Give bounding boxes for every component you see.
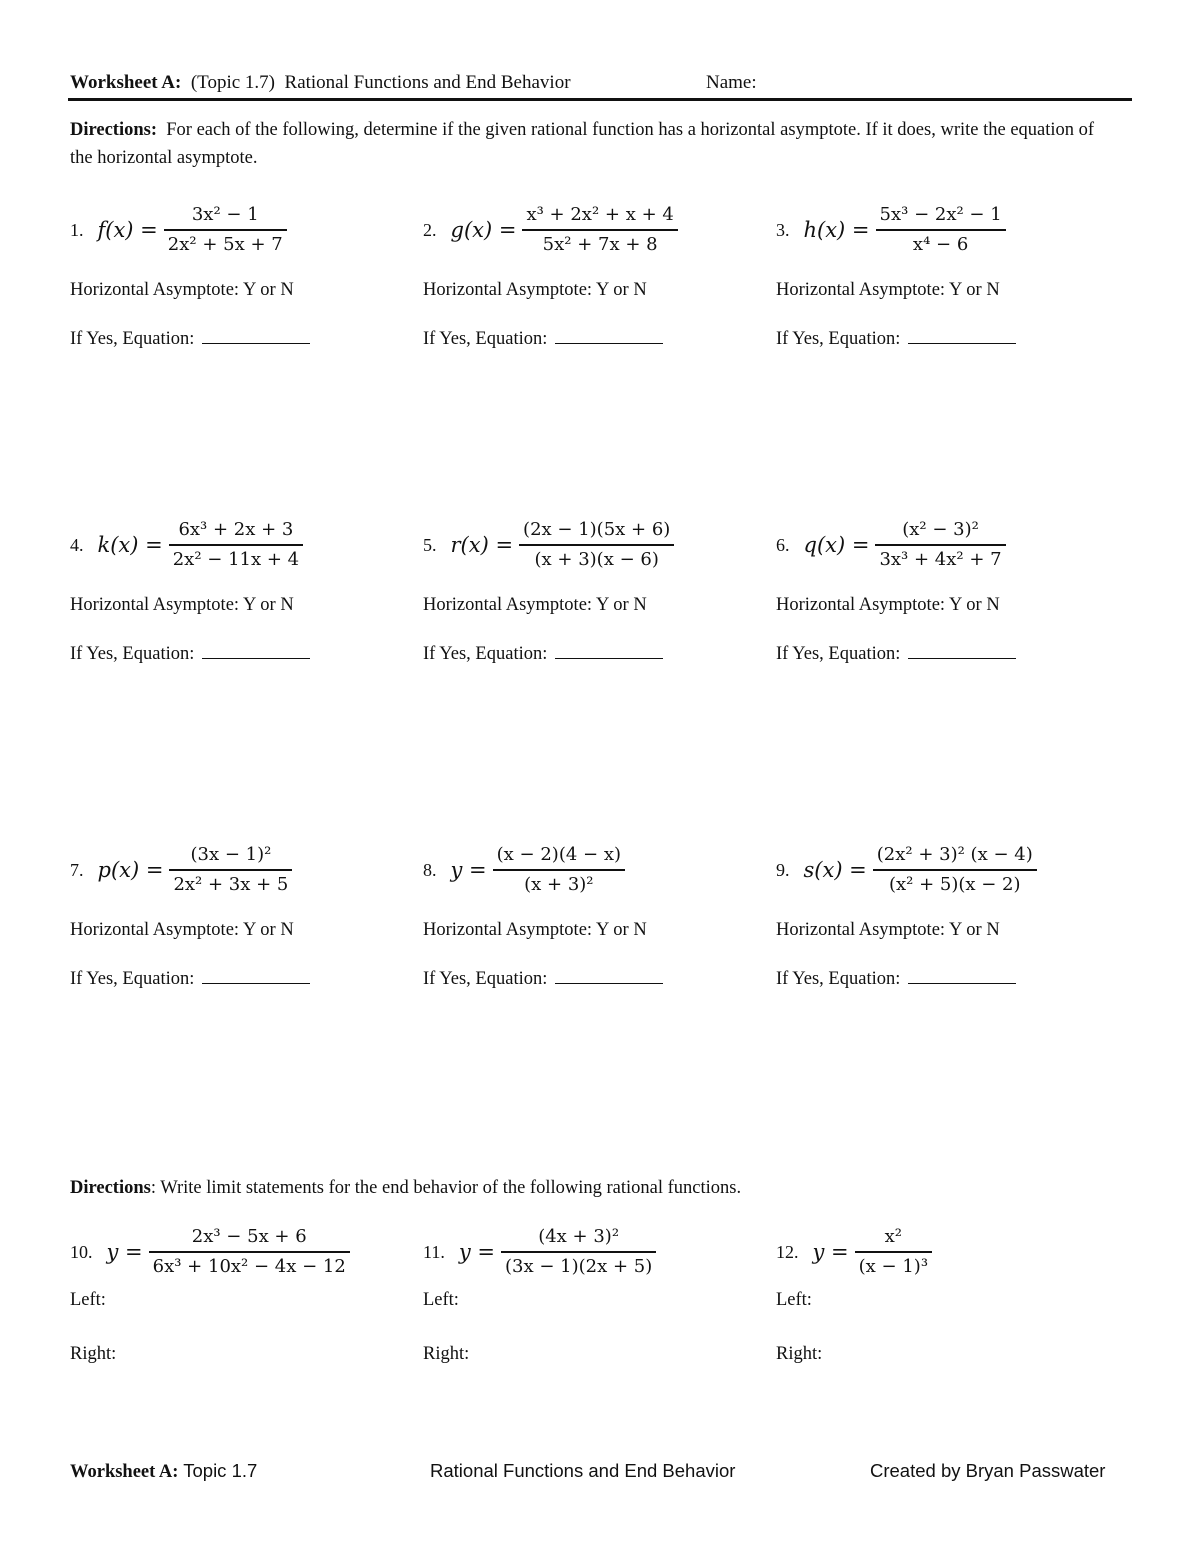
left-limit-label: Left:	[70, 1290, 106, 1310]
footer-left	[70, 1460, 257, 1483]
denominator: 2x² − 11x + 4	[172, 548, 300, 570]
equation-label: If Yes, Equation:	[423, 644, 548, 664]
equation-line	[423, 644, 663, 665]
problem	[70, 840, 292, 900]
numerator: x³ + 2x² + x + 4	[526, 204, 674, 226]
denominator: 6x³ + 10x² − 4x − 12	[152, 1255, 346, 1277]
problem-number: 8.	[423, 859, 437, 880]
right-limit-label: Right:	[423, 1344, 470, 1364]
numerator: (2x² + 3)² (x − 4)	[876, 844, 1033, 866]
equation-answer-blank[interactable]	[202, 657, 310, 659]
worksheet-header	[70, 72, 571, 94]
equation-answer-blank[interactable]	[555, 342, 663, 344]
fraction	[875, 518, 1005, 572]
right-limit-label: Right:	[70, 1344, 117, 1364]
horizontal-asymptote-choice[interactable]: Horizontal Asymptote: Y or N	[423, 920, 647, 940]
fraction	[169, 843, 292, 897]
problem-number: 11.	[423, 1241, 445, 1262]
directions-2-text: : Write limit statements for the end behavior of the following rational functions.	[150, 1178, 742, 1198]
problem-number: 7.	[70, 859, 84, 880]
equation-label: If Yes, Equation:	[423, 329, 548, 349]
horizontal-asymptote-choice[interactable]: Horizontal Asymptote: Y or N	[423, 280, 647, 300]
problem-number: 9.	[776, 859, 790, 880]
footer-worksheet-label: Worksheet A:	[70, 1462, 179, 1482]
denominator: (x + 3)(x − 6)	[534, 548, 659, 570]
directions-label: Directions:	[70, 120, 157, 140]
problem	[423, 515, 674, 575]
equation-answer-blank[interactable]	[908, 982, 1016, 984]
problem	[423, 200, 678, 260]
function-name: y =	[106, 1240, 143, 1264]
denominator: 5x² + 7x + 8	[542, 233, 658, 255]
problem-number: 4.	[70, 534, 84, 555]
problem-number: 5.	[423, 534, 437, 555]
equation-answer-blank[interactable]	[202, 342, 310, 344]
fraction	[876, 203, 1006, 257]
horizontal-asymptote-choice[interactable]: Horizontal Asymptote: Y or N	[70, 920, 294, 940]
function-name: h(x) =	[803, 218, 870, 242]
problem	[776, 200, 1006, 260]
problem-number: 12.	[776, 1241, 799, 1262]
denominator: (3x − 1)(2x + 5)	[504, 1255, 653, 1277]
function-name: f(x) =	[97, 218, 158, 242]
fraction	[855, 1225, 932, 1279]
denominator: (x² + 5)(x − 2)	[888, 873, 1021, 895]
fraction	[873, 843, 1037, 897]
equation-answer-blank[interactable]	[555, 657, 663, 659]
equation-line	[70, 644, 310, 665]
numerator: 2x³ − 5x + 6	[191, 1226, 307, 1248]
denominator: x⁴ − 6	[912, 233, 969, 255]
horizontal-asymptote-choice[interactable]: Horizontal Asymptote: Y or N	[776, 920, 1000, 940]
equation-line	[70, 329, 310, 350]
problem	[423, 1222, 656, 1282]
numerator: (x − 2)(4 − x)	[496, 844, 621, 866]
equation-label: If Yes, Equation:	[70, 329, 195, 349]
problem-number: 10.	[70, 1241, 93, 1262]
equation-line	[776, 329, 1016, 350]
problem	[70, 1222, 350, 1282]
name-label: Name:	[706, 72, 757, 93]
problem	[776, 1222, 932, 1282]
fraction	[522, 203, 677, 257]
equation-answer-blank[interactable]	[908, 657, 1016, 659]
footer-author: Created by Bryan Passwater	[870, 1460, 1106, 1481]
left-limit-label: Left:	[423, 1290, 459, 1310]
worksheet-label: Worksheet A:	[70, 72, 182, 93]
function-name: r(x) =	[450, 533, 514, 557]
equation-line	[423, 329, 663, 350]
numerator: 5x³ − 2x² − 1	[879, 204, 1002, 226]
problem	[70, 515, 303, 575]
directions-block	[70, 116, 1120, 172]
fraction	[519, 518, 674, 572]
function-name: s(x) =	[803, 858, 867, 882]
function-name: q(x) =	[803, 533, 870, 557]
function-name: g(x) =	[450, 218, 517, 242]
fraction	[149, 1225, 350, 1279]
right-limit-label: Right:	[776, 1344, 823, 1364]
problem	[776, 840, 1037, 900]
fraction	[164, 203, 287, 257]
function-name: y =	[450, 858, 487, 882]
horizontal-asymptote-choice[interactable]: Horizontal Asymptote: Y or N	[776, 595, 1000, 615]
left-limit-label: Left:	[776, 1290, 812, 1310]
numerator: 6x³ + 2x + 3	[178, 519, 294, 541]
equation-label: If Yes, Equation:	[776, 969, 901, 989]
problem	[70, 200, 287, 260]
equation-label: If Yes, Equation:	[70, 644, 195, 664]
function-name: y =	[458, 1240, 495, 1264]
fraction	[169, 518, 303, 572]
footer-topic: Topic 1.7	[178, 1460, 258, 1481]
horizontal-asymptote-choice[interactable]: Horizontal Asymptote: Y or N	[776, 280, 1000, 300]
equation-label: If Yes, Equation:	[776, 644, 901, 664]
numerator: (x² − 3)²	[902, 519, 979, 541]
equation-line	[776, 969, 1016, 990]
directions-2-block	[70, 1178, 741, 1199]
numerator: x²	[884, 1226, 903, 1248]
equation-answer-blank[interactable]	[202, 982, 310, 984]
denominator: (x − 1)³	[858, 1255, 929, 1277]
equation-answer-blank[interactable]	[555, 982, 663, 984]
equation-answer-blank[interactable]	[908, 342, 1016, 344]
equation-line	[423, 969, 663, 990]
horizontal-asymptote-choice[interactable]: Horizontal Asymptote: Y or N	[423, 595, 647, 615]
numerator: (3x − 1)²	[190, 844, 272, 866]
function-name: p(x) =	[97, 858, 164, 882]
equation-line	[776, 644, 1016, 665]
denominator: 2x² + 3x + 5	[173, 873, 289, 895]
problem-number: 3.	[776, 219, 790, 240]
equation-line	[70, 969, 310, 990]
denominator: 3x³ + 4x² + 7	[879, 548, 1002, 570]
equation-label: If Yes, Equation:	[776, 329, 901, 349]
problem	[423, 840, 625, 900]
fraction	[501, 1225, 656, 1279]
header-rule	[68, 98, 1132, 101]
numerator: (4x + 3)²	[538, 1226, 620, 1248]
directions-text: For each of the following, determine if the given rational function has a horizontal asymptote. If it does, write the equation of the horizontal asymptote.	[70, 120, 1095, 168]
horizontal-asymptote-choice[interactable]: Horizontal Asymptote: Y or N	[70, 595, 294, 615]
function-name: k(x) =	[97, 533, 163, 557]
function-name: y =	[812, 1240, 849, 1264]
equation-label: If Yes, Equation:	[70, 969, 195, 989]
topic-label: (Topic 1.7)	[190, 72, 276, 93]
denominator: (x + 3)²	[524, 873, 594, 895]
problem-number: 1.	[70, 219, 84, 240]
problem-number: 6.	[776, 534, 790, 555]
fraction	[493, 843, 625, 897]
directions-2-label: Directions	[70, 1178, 151, 1198]
numerator: (2x − 1)(5x + 6)	[523, 519, 671, 541]
worksheet-title: Rational Functions and End Behavior	[284, 72, 571, 93]
denominator: 2x² + 5x + 7	[167, 233, 283, 255]
problem	[776, 515, 1006, 575]
problem-number: 2.	[423, 219, 437, 240]
footer-title: Rational Functions and End Behavior	[430, 1460, 736, 1481]
equation-label: If Yes, Equation:	[423, 969, 548, 989]
horizontal-asymptote-choice[interactable]: Horizontal Asymptote: Y or N	[70, 280, 294, 300]
numerator: 3x² − 1	[191, 204, 259, 226]
